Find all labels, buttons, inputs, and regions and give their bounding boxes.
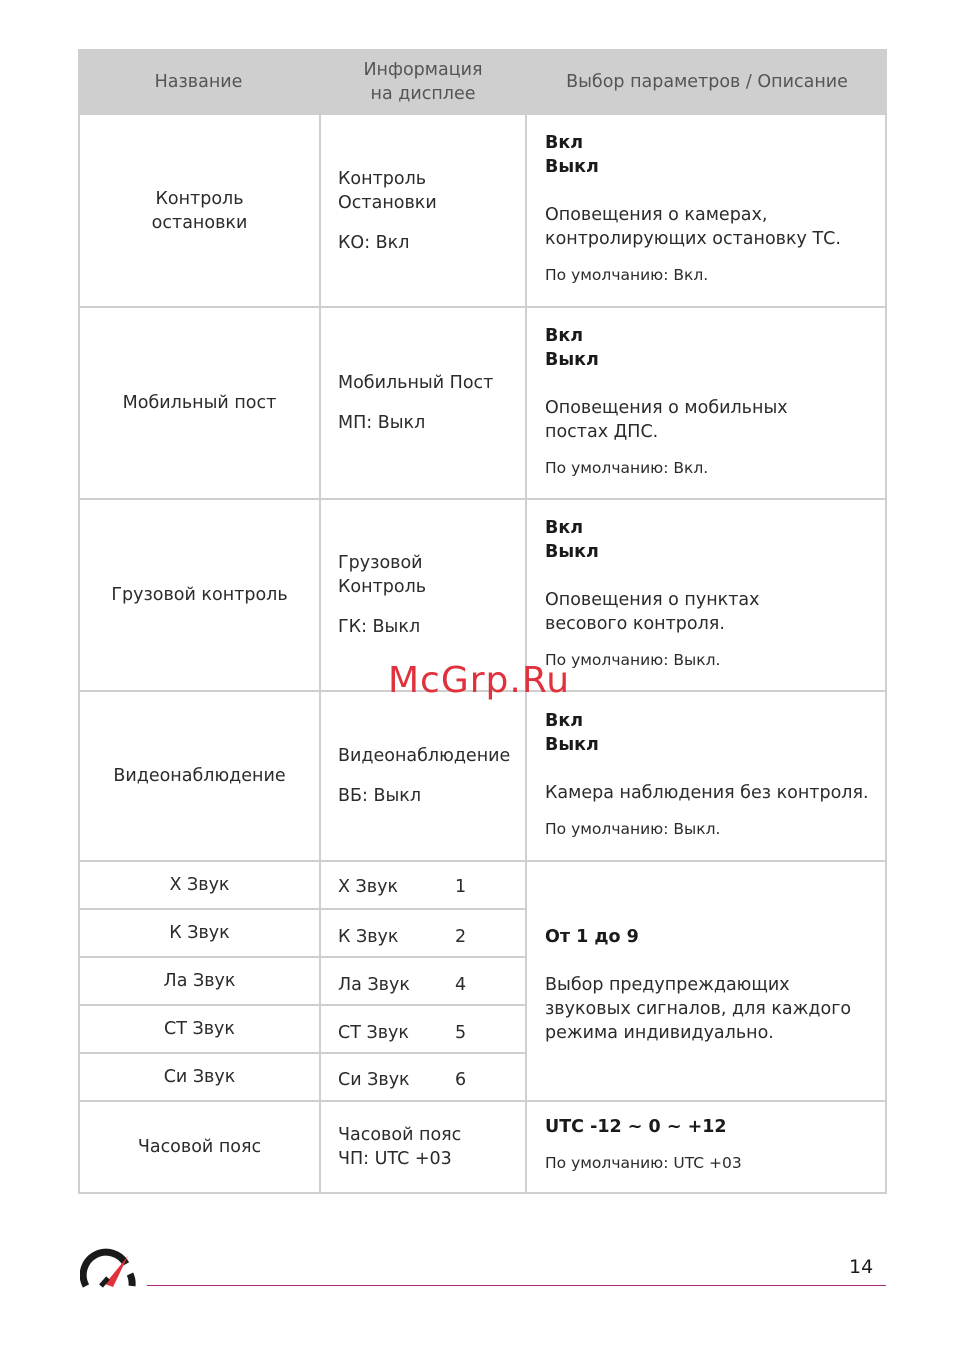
display-code: МП: Выкл	[338, 413, 426, 433]
sound-row-display	[338, 1068, 525, 1092]
sound-value: 5	[455, 1023, 467, 1043]
default-value: По умолчанию: Вкл.	[545, 459, 709, 477]
row-truck-control-description	[527, 516, 885, 672]
row-mobile-post-description	[527, 324, 885, 480]
display-line: Грузовой	[338, 553, 423, 573]
option-on: Вкл	[545, 518, 584, 538]
display-line: Мобильный Пост	[338, 373, 494, 393]
default-value: По умолчанию: Вкл.	[545, 266, 709, 284]
sound-row-name	[80, 910, 319, 956]
sound-display: СТ Звук	[338, 1023, 409, 1043]
header-description	[527, 49, 887, 115]
row-video-surveillance-name	[80, 692, 319, 860]
sound-row-display	[338, 925, 525, 949]
sound-name: Ла Звук	[163, 971, 236, 991]
name-line: Видеонаблюдение	[113, 766, 286, 786]
name-line: остановки	[151, 212, 248, 233]
default-value: По умолчанию: Выкл.	[545, 651, 721, 669]
sound-row-name	[80, 1006, 319, 1052]
option-on: Вкл	[545, 326, 584, 346]
display-line: Часовой пояс	[338, 1125, 462, 1145]
sound-display: Х Звук	[338, 877, 399, 897]
option-on: Вкл	[545, 711, 584, 731]
name-line: Мобильный пост	[122, 393, 277, 413]
header-display-line1: Информация	[363, 60, 483, 80]
display-line: Видеонаблюдение	[338, 746, 511, 766]
display-code: ВБ: Выкл	[338, 786, 422, 806]
sound-value: 6	[455, 1070, 467, 1090]
display-line: Контроль	[338, 577, 427, 597]
description-line: звуковых сигналов, для каждого	[545, 999, 852, 1019]
default-value: По умолчанию: Выкл.	[545, 820, 721, 838]
header-name	[78, 49, 319, 115]
sound-row-name	[80, 1054, 319, 1100]
row-stop-control-description	[527, 131, 885, 287]
default-value: По умолчанию: UTC +03	[545, 1154, 742, 1172]
sound-range: От 1 до 9	[545, 927, 639, 947]
description-line: Камера наблюдения без контроля.	[545, 783, 869, 803]
display-line: Остановки	[338, 192, 437, 213]
grid-line	[885, 49, 887, 1194]
description-line: постах ДПС.	[545, 422, 659, 442]
sound-name: Х Звук	[169, 875, 230, 895]
sound-row-display	[338, 1021, 525, 1045]
option-on: Вкл	[545, 133, 584, 153]
row-mobile-post-display	[321, 308, 525, 498]
sound-row-display	[338, 875, 525, 899]
option-off: Выкл	[545, 735, 599, 755]
sound-name: СТ Звук	[164, 1019, 235, 1039]
description-line: Оповещения о мобильных	[545, 398, 788, 418]
description-line: Выбор предупреждающих	[545, 975, 790, 995]
header-display-line2: на дисплее	[370, 84, 476, 104]
header-name-label: Название	[154, 72, 243, 92]
grid-line	[78, 1192, 887, 1194]
option-off: Выкл	[545, 350, 599, 370]
watermark: McGrp.Ru	[388, 660, 571, 701]
timezone-description	[527, 1115, 885, 1175]
display-code: ГК: Выкл	[338, 617, 421, 637]
footer-divider	[147, 1285, 886, 1286]
display-line: Контроль	[338, 168, 427, 189]
sound-row-display	[338, 973, 525, 997]
timezone-range: UTC -12 ~ 0 ~ +12	[545, 1117, 727, 1137]
settings-table	[78, 49, 887, 1194]
sound-value: 4	[455, 975, 467, 995]
page-number: 14	[849, 1256, 874, 1278]
option-off: Выкл	[545, 542, 599, 562]
header-description-label: Выбор параметров / Описание	[566, 72, 848, 92]
sound-value: 1	[455, 877, 467, 897]
sound-display: К Звук	[338, 927, 399, 947]
row-stop-control-display	[321, 115, 525, 306]
sound-description	[527, 925, 885, 1045]
description-line: весового контроля.	[545, 614, 725, 634]
display-code: ЧП: UTC +03	[338, 1149, 452, 1169]
description-line: контролирующих остановку ТС.	[545, 229, 841, 249]
timezone-display	[321, 1102, 525, 1192]
row-stop-control-name	[80, 115, 319, 306]
row-mobile-post-name	[80, 308, 319, 498]
description-line: Оповещения о пунктах	[545, 590, 760, 610]
row-video-surveillance-display	[321, 692, 525, 860]
sound-name: К Звук	[169, 923, 230, 943]
sound-value: 2	[455, 927, 467, 947]
description-line: режима индивидуально.	[545, 1023, 774, 1043]
display-code: КО: Вкл	[338, 232, 410, 253]
header-display	[321, 49, 525, 115]
option-off: Выкл	[545, 157, 599, 177]
sound-display: Си Звук	[338, 1070, 410, 1090]
timezone-label: Часовой пояс	[137, 1137, 262, 1157]
description-line: Оповещения о камерах,	[545, 205, 768, 225]
sound-row-name	[80, 958, 319, 1004]
row-truck-control-name	[80, 500, 319, 690]
row-video-surveillance-description	[527, 709, 885, 841]
sound-name: Си Звук	[163, 1067, 236, 1087]
name-line: Грузовой контроль	[111, 585, 288, 605]
sound-row-name	[80, 862, 319, 908]
speedometer-logo-icon	[80, 1248, 138, 1290]
name-line: Контроль	[155, 188, 244, 209]
sound-display: Ла Звук	[338, 975, 410, 995]
timezone-name	[80, 1102, 319, 1192]
